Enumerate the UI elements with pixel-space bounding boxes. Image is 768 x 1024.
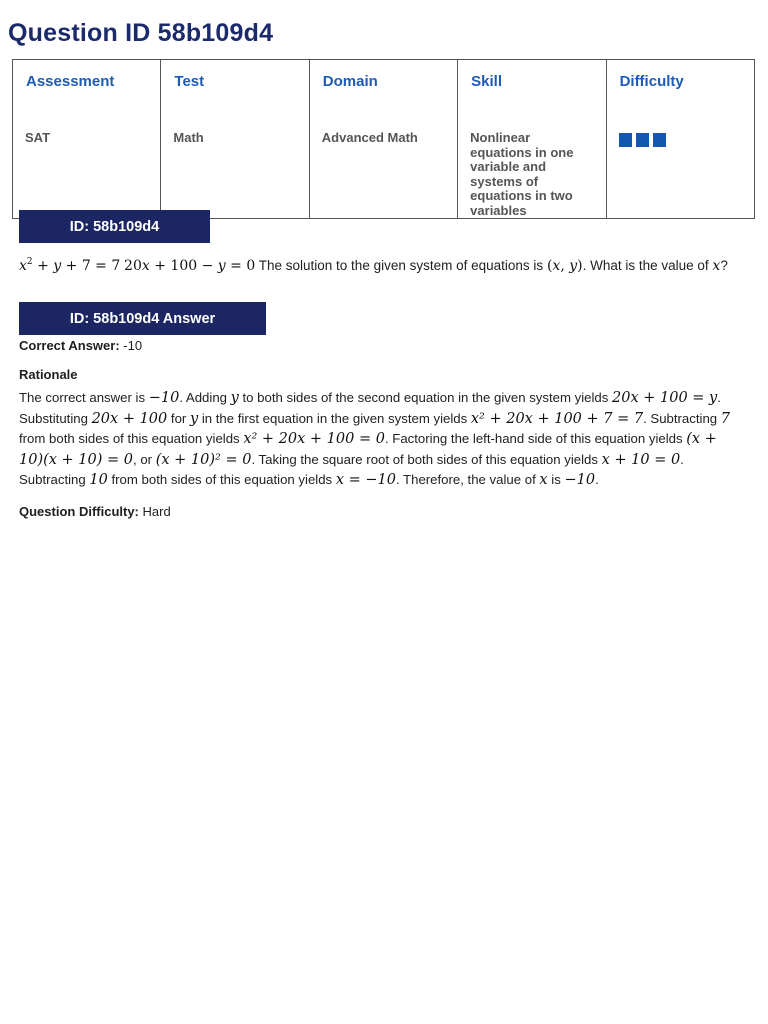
rationale-text-run: . Adding (179, 390, 231, 405)
rationale-text-run: . Therefore, the value of (395, 472, 540, 487)
question-prompt-mid: . What is the value of (582, 258, 709, 273)
rationale-math: y (230, 390, 239, 406)
correct-answer (19, 338, 142, 353)
difficulty-indicator (619, 133, 742, 147)
rationale-math: x (539, 472, 548, 488)
rationale-text-run: , or (133, 451, 156, 467)
rationale-math: x² + 20x + 100 + 7 = 7 (470, 410, 644, 427)
header-assessment: Assessment (13, 60, 161, 118)
value-assessment: SAT (13, 117, 161, 219)
correct-answer-value: -10 (123, 338, 143, 353)
header-test: Test (161, 60, 309, 118)
value-test: Math (161, 117, 309, 219)
question-difficulty (19, 504, 171, 519)
difficulty-square (653, 133, 666, 147)
rationale-text-run: The correct answer is (19, 390, 149, 405)
header-skill: Skill (458, 60, 606, 118)
difficulty-square (619, 133, 632, 147)
question-metadata-table (12, 59, 755, 219)
rationale-math: x² + 20x + 100 = 0 (243, 431, 385, 447)
rationale-text-run: from both sides of this equation yields (107, 472, 336, 487)
question-difficulty-value: Hard (142, 504, 171, 519)
question-prompt: The solution to the given system of equations is (258, 258, 544, 273)
value-skill: Nonlinear equations in one variable and systems of equations in two variables (458, 117, 606, 219)
rationale-text-run: . (595, 472, 599, 487)
question-text (19, 258, 759, 274)
difficulty-square (636, 133, 649, 147)
rationale-text-run: . Factoring the left-hand side of this equation yields (384, 431, 687, 446)
rationale-heading: Rationale (19, 367, 78, 382)
rationale-math: −10 (148, 390, 180, 406)
rationale-math: 10 (89, 472, 108, 488)
rationale-math: 7 (720, 410, 731, 427)
rationale-text-run: to both sides of the second equation in the given system yields (238, 390, 612, 405)
rationale-math: 20x + 100 (91, 410, 168, 427)
rationale-math: −10 (564, 472, 596, 488)
question-variable: x (712, 258, 721, 274)
rationale-text-run: in the first equation in the given system yields (198, 410, 471, 426)
page-title: Question ID 58b109d4 (8, 19, 274, 47)
rationale-text-run: . Substituting (19, 390, 721, 426)
rationale-text-run: from both sides of this equation yields (19, 431, 244, 446)
value-domain: Advanced Math (309, 117, 457, 219)
rationale-text-run: . Taking the square root of both sides of this equation yields (251, 451, 602, 467)
equation-1: $x^2 + y + 7 = 7$ (19, 257, 121, 274)
question-id-banner: ID: 58b109d4 (19, 210, 210, 243)
equation-2: 20x + 100 − y = 0 (124, 258, 256, 274)
rationale-math: 20x + 100 = y (612, 390, 718, 406)
ordered-pair: (x, y) (546, 258, 583, 274)
answer-id-banner: ID: 58b109d4 Answer (19, 302, 266, 335)
rationale-text (19, 388, 737, 491)
question-difficulty-label: Question Difficulty: (19, 504, 139, 519)
question-end: ? (720, 258, 728, 273)
rationale-math: (x + 10)(x + 10) = 0 (19, 431, 717, 468)
rationale-text-run: is (547, 472, 565, 487)
rationale-text-run: . Subtracting (19, 451, 684, 487)
rationale-math: x = −10 (335, 472, 396, 488)
rationale-text-run: for (167, 410, 190, 426)
rationale-math: x + 10 = 0 (601, 451, 681, 468)
value-difficulty (606, 117, 754, 219)
rationale-math: y (189, 410, 199, 427)
correct-answer-label: Correct Answer: (19, 338, 120, 353)
rationale-math: (x + 10)² = 0 (155, 451, 252, 468)
header-domain: Domain (309, 60, 457, 118)
header-difficulty: Difficulty (606, 60, 754, 118)
rationale-text-run: . Subtracting (643, 410, 721, 426)
